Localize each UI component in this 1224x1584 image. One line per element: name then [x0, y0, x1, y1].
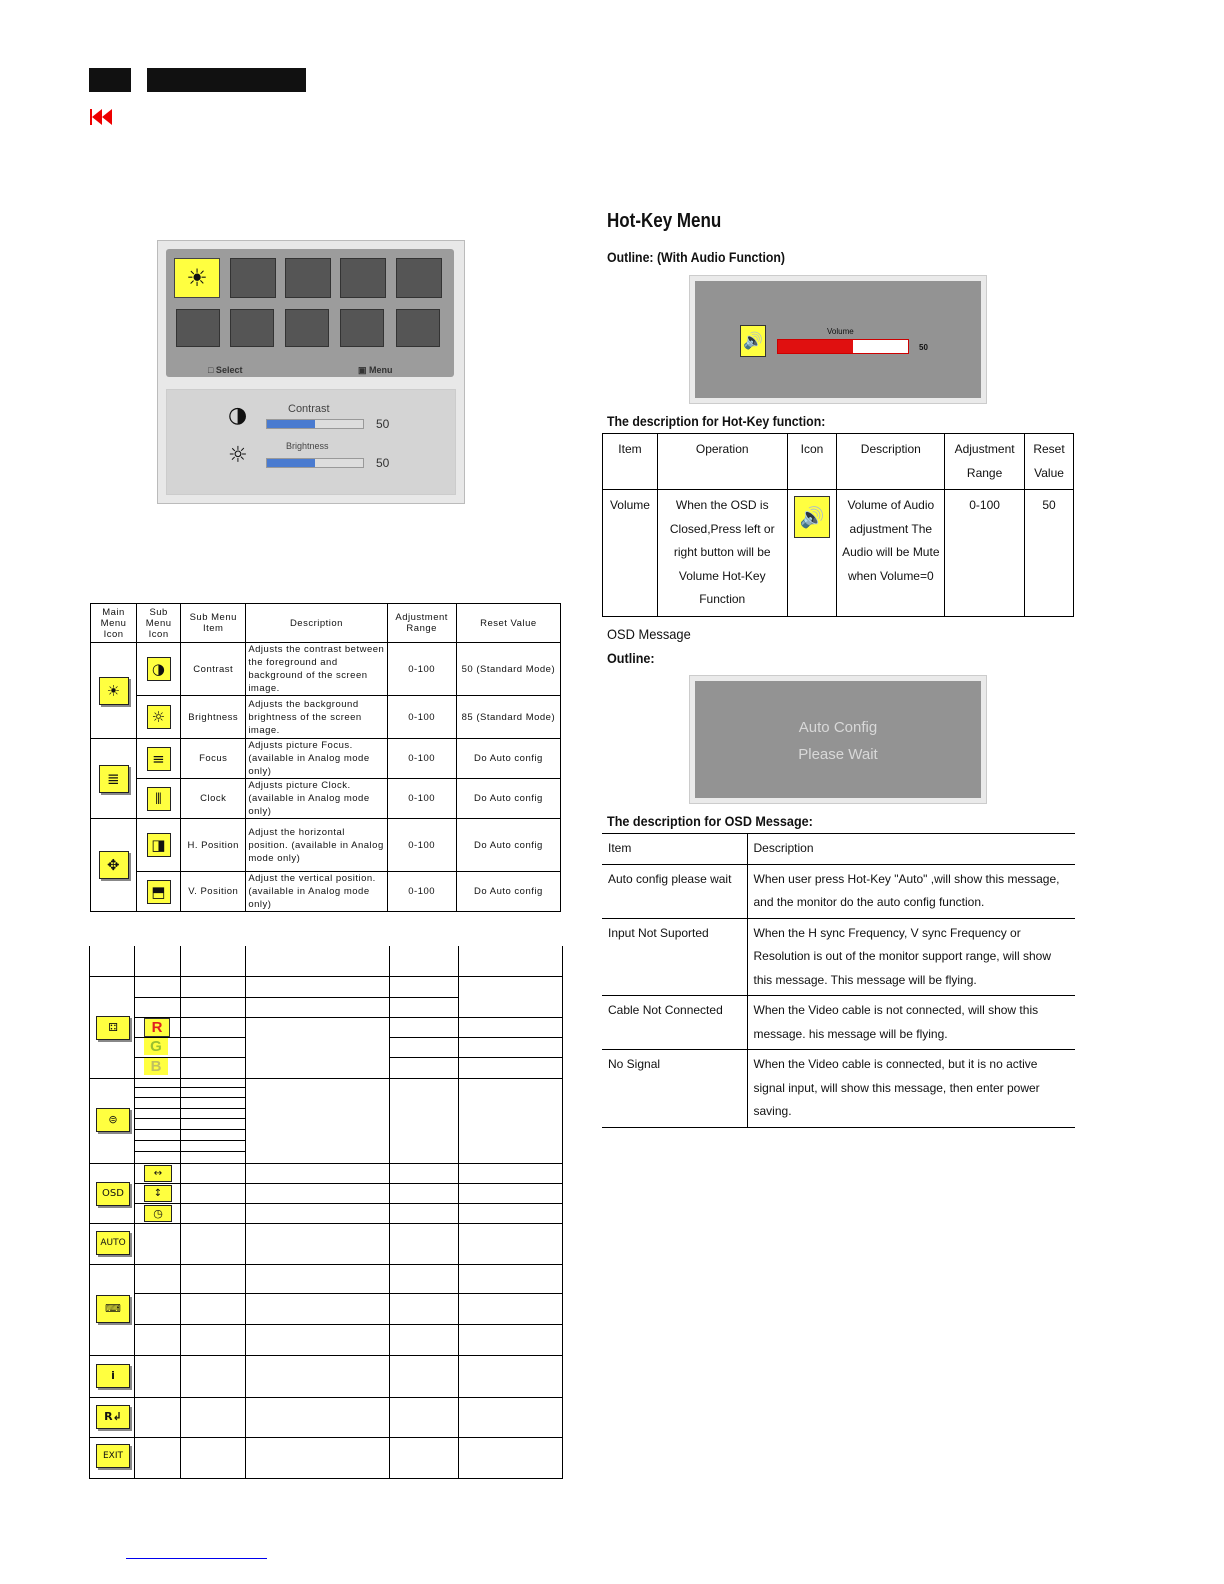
table-cell: Cable Not Connected — [602, 996, 747, 1050]
table-cell: Auto config please wait — [602, 864, 747, 918]
table-cell: 50 (Standard Mode) — [456, 643, 560, 696]
volume-osd-inner — [695, 281, 981, 398]
table-cell: Do Auto config — [456, 779, 560, 819]
table-cell: Do Auto config — [456, 739, 560, 779]
hotkey-desc-title: The description for Hot-Key function: — [607, 413, 826, 429]
table-cell: Contrast — [181, 643, 246, 696]
brightness-icon: ☼ — [228, 443, 248, 468]
osd-timeout-icon: ◷ — [144, 1205, 172, 1222]
osd-tab-icon[interactable] — [285, 258, 331, 298]
blue-icon: B — [144, 1058, 168, 1075]
table-cell: 0-100 — [387, 872, 456, 912]
table-cell: 85 (Standard Mode) — [456, 696, 560, 739]
volume-value: 50 — [919, 343, 928, 352]
osd-message-outline: Outline: — [607, 650, 655, 666]
osd-menu-label: ▣ Menu — [358, 365, 393, 375]
header-adjustment-range: Adjustment Range — [387, 604, 456, 643]
h-position-icon: ◨ — [147, 833, 171, 857]
contrast-label: Contrast — [288, 403, 330, 415]
green-icon: G — [144, 1038, 168, 1055]
contrast-value: 50 — [376, 417, 390, 431]
brightness-slider-fill — [267, 459, 315, 467]
volume-label: Volume — [827, 327, 854, 336]
header-operation: Operation — [657, 434, 787, 490]
sub-icon-cell — [137, 779, 181, 819]
osd-brightness-tab-icon[interactable]: ☀ — [174, 258, 220, 298]
brightness-icon: ☼ — [147, 705, 171, 729]
osd-v-position-icon: ↕ — [144, 1185, 172, 1202]
table-cell: Adjust the horizontal position. (available in Analog mode only) — [246, 819, 387, 872]
hotkey-title: Hot-Key Menu — [607, 210, 722, 232]
contrast-icon: ◑ — [228, 403, 248, 428]
brightness-value: 50 — [376, 456, 390, 470]
header-range: Adjustment Range — [945, 434, 1025, 490]
contrast-slider-fill — [267, 420, 315, 428]
table-cell: 0-100 — [945, 490, 1025, 617]
table-cell: Adjusts the contrast between the foreground and background of the screen image. — [246, 643, 387, 696]
header-sub-menu-icon: Sub Menu Icon — [137, 604, 181, 643]
red-icon: R — [144, 1018, 170, 1037]
osd-tab-icon[interactable] — [230, 258, 276, 298]
auto-config-inner — [695, 681, 981, 798]
brightness-label: Brightness — [286, 441, 329, 451]
brightness-menu-icon: ☀ — [99, 677, 129, 705]
table-cell: Volume — [603, 490, 658, 617]
osd-tab-icon[interactable] — [340, 309, 384, 347]
language-menu-icon: ⊜ — [96, 1108, 130, 1132]
header-icon: Icon — [787, 434, 837, 490]
osd-tab-icon[interactable] — [176, 309, 220, 347]
volume-osd-screen — [689, 275, 987, 404]
table-cell: When the Video cable is not connected, will show this message. his message will be flying. — [747, 996, 1075, 1050]
main-icon-cell — [91, 739, 137, 819]
header-reset: Reset Value — [1025, 434, 1074, 490]
main-icon-cell — [91, 819, 137, 912]
table-cell: 0-100 — [387, 739, 456, 779]
image-setup-menu-icon: ≣ — [99, 765, 129, 793]
hotkey-table — [602, 433, 1074, 617]
sub-icon-cell — [137, 696, 181, 739]
exit-menu-icon: EXIT — [96, 1444, 130, 1468]
table-cell: When the H sync Frequency, V sync Frequency or Resolution is out of the monitor support range, will show this message. This message will be flying. — [747, 918, 1075, 996]
footer-link-underline[interactable] — [126, 1558, 267, 1559]
table-cell: 0-100 — [387, 819, 456, 872]
volume-slider[interactable] — [777, 339, 909, 354]
osd-main-screen — [157, 240, 465, 504]
header-description: Description — [246, 604, 387, 643]
clock-icon: ⦀ — [147, 787, 171, 811]
table-cell — [787, 490, 837, 617]
auto-menu-icon: AUTO — [96, 1231, 130, 1255]
osd-menu-icon: OSD — [96, 1182, 130, 1206]
table-cell: H. Position — [181, 819, 246, 872]
osd-tab-icon[interactable] — [396, 258, 442, 298]
contrast-slider[interactable] — [266, 419, 364, 429]
sub-icon-cell — [137, 872, 181, 912]
sub-icon-cell — [137, 819, 181, 872]
osd-message-table — [602, 833, 1075, 1128]
table-cell: Input Not Suported — [602, 918, 747, 996]
osd-message-desc-title: The description for OSD Message: — [607, 813, 813, 829]
contrast-icon: ◑ — [147, 657, 171, 681]
table-cell: Clock — [181, 779, 246, 819]
table-cell: Do Auto config — [456, 872, 560, 912]
table-cell: Do Auto config — [456, 819, 560, 872]
table-cell: V. Position — [181, 872, 246, 912]
table-cell: When the Video cable is connected, but it is no active signal input, will show this message, then enter power saving. — [747, 1050, 1075, 1128]
table-cell: Adjust the vertical position. (available in Analog mode only) — [246, 872, 387, 912]
table-cell: When the OSD is Closed,Press left or right button will be Volume Hot-Key Function — [657, 490, 787, 617]
header-sub-menu-item: Sub Menu Item — [181, 604, 246, 643]
header-main-menu-icon: Main Menu Icon — [91, 604, 137, 643]
table-cell: 0-100 — [387, 779, 456, 819]
hotkey-outline: Outline: (With Audio Function) — [607, 249, 786, 265]
auto-config-line2: Please Wait — [798, 746, 878, 763]
table-cell: Adjusts picture Clock. (available in Analog mode only) — [246, 779, 387, 819]
color-menu-icon: ⚃ — [96, 1016, 130, 1040]
table-cell: Volume of Audio adjustment The Audio will be Mute when Volume=0 — [837, 490, 945, 617]
table-cell: When user press Hot-Key "Auto" ,will show this message, and the monitor do the auto config function. — [747, 864, 1075, 918]
auto-config-line1: Auto Config — [798, 719, 878, 736]
header-item: Item — [602, 834, 747, 865]
volume-slider-fill — [778, 340, 853, 353]
speaker-icon: 🔊 — [794, 496, 830, 538]
table-cell: 0-100 — [387, 643, 456, 696]
page-number-box — [89, 68, 131, 92]
osd-tab-icon[interactable] — [396, 309, 440, 347]
section-title-box — [147, 68, 306, 92]
header-description: Description — [837, 434, 945, 490]
osd-tab-icon[interactable] — [285, 309, 329, 347]
reset-menu-icon: R↲ — [96, 1405, 130, 1429]
lower-menu-grid — [89, 946, 563, 1479]
main-icon-cell — [91, 643, 137, 739]
table-cell: 50 — [1025, 490, 1074, 617]
osd-menu-table — [90, 603, 561, 912]
auto-config-osd-screen — [689, 675, 987, 804]
osd-tab-icon[interactable] — [340, 258, 386, 298]
osd-tab-icon[interactable] — [230, 309, 274, 347]
sub-icon-cell — [137, 643, 181, 696]
table-cell: Focus — [181, 739, 246, 779]
speaker-icon: 🔊 — [740, 325, 766, 357]
header-reset-value: Reset Value — [456, 604, 560, 643]
focus-icon: ≡ — [147, 747, 171, 771]
rewind-icon[interactable] — [90, 108, 116, 126]
table-cell: Adjusts the background brightness of the screen image. — [246, 696, 387, 739]
v-position-icon: ⬒ — [147, 880, 171, 904]
osd-select-label: □ Select — [208, 365, 243, 375]
table-cell: No Signal — [602, 1050, 747, 1128]
input-menu-icon: ⌨ — [96, 1295, 130, 1323]
header-description: Description — [747, 834, 1075, 865]
table-cell: 0-100 — [387, 696, 456, 739]
osd-message-title: OSD Message — [607, 626, 691, 642]
position-menu-icon: ✥ — [99, 851, 129, 879]
table-cell: Brightness — [181, 696, 246, 739]
header-item: Item — [603, 434, 658, 490]
info-menu-icon: i — [96, 1364, 130, 1388]
brightness-slider[interactable] — [266, 458, 364, 468]
osd-h-position-icon: ↔ — [144, 1165, 172, 1182]
sub-icon-cell — [137, 739, 181, 779]
table-cell: Adjusts picture Focus. (available in Analog mode only) — [246, 739, 387, 779]
